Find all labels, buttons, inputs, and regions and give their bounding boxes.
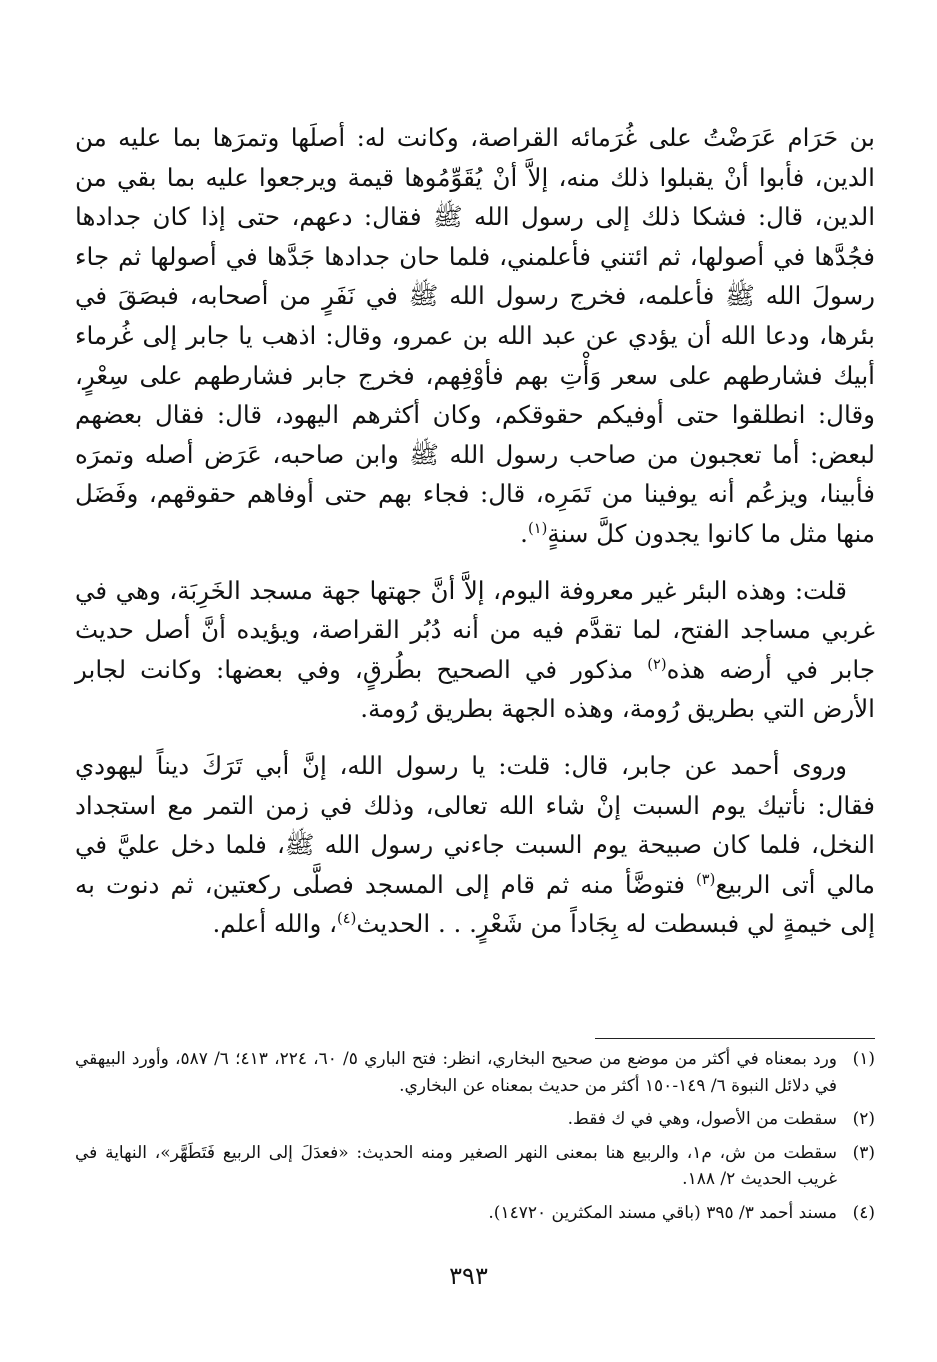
paragraph-3-text-b: فتوضَّأ منه ثم قام إلى المسجد فصلَّى ركعتين، ثم دنوت به إلى خيمةٍ لي فبسطت له بِجَاداً من شَعْرٍ. . . الحديث [75, 869, 875, 939]
footnote-text: سقطت من الأصول، وهي في ك فقط. [567, 1109, 837, 1129]
footnote-ref-2: (٢) [647, 655, 667, 673]
paragraph-3-text-a: وروى أحمد عن جابر، قال: قلت: يا رسول الله، إنَّ أبي تَرَكَ ديناً ليهودي فقال: نأتيك يوم السبت إنْ شاء الله تعالى، وذلك في زمن التمر مع استجداد النخل، فلما كان صبيحة يوم السبت جاءني رسول الله ﷺ، فلما دخل عليَّ في مالي أتى الربيع [75, 750, 875, 899]
paragraph-2-text-b: مذكور في الصحيح بطُرقٍ، وفي بعضها: وكانت لجابر الأرض التي بطريق رُومة، وهذه الجهة بطريق رُومة. [75, 654, 875, 724]
footnote-2 [75, 1106, 875, 1133]
footnote-text: ورد بمعناه في أكثر من موضع من صحيح البخاري، انظر: فتح الباري ٥/ ٦٠، ٢٢٤، ٤١٣؛ ٦/ ٥٨٧، وأورد البيهقي في دلائل النبوة ٦/ ١٤٩-١٥٠ أكثر من حديث بمعناه عن البخاري. [75, 1049, 838, 1096]
paragraph-1-end: . [520, 518, 528, 548]
footnote-number: (٤) [852, 1202, 875, 1223]
footnote-ref-4: (٤) [336, 910, 357, 928]
footnote-ref-1: (١) [527, 519, 548, 537]
paragraph-1-text: بن حَرَام عَرَضْتُ على غُرَمائه القراصة، وكانت له: أصلَها وتمرَها بما عليه من الدين، فأبوا أنْ يقبلوا ذلك منه، إلاَّ أنْ يُقَوِّمُوها قيمة ويرجعوا عليه بما بقي من الدين، قال: فشكا ذلك إلى رسول الله ﷺ فقال: دعهم، حتى إذا كان جدادها فجُدَّها في أصولها، ثم ائتني فأعلمني، فلما حان جدادها جَدَّها في أصولها ثم جاء رسولَ الله ﷺ فأعلمه، فخرج رسول الله ﷺ في نَفَرٍ من أصحابه، فبصَقَ في بئرها، ودعا الله أن يؤدي عن عبد الله بن عمرو، وقال: اذهب يا جابر إلى غُرماء أبيك فشارطهم على سعر وَأْتِ بهم فأوْفِهم، فخرج جابر فشارطهم على سِعْرٍ، وقال: انطلقوا حتى أوفيكم حقوقكم، وكان أكثرهم اليهود، قال: فقال بعضهم لبعض: أما تعجبون من صاحب رسول الله ﷺ وابن صاحبه، عَرَض أصله وتمرَه فأبينا، ويزعُم أنه يوفينا من تَمَرِه، قال: فجاء بهم حتى أوفاهم حقوقهم، وفَضَل منها مثل ما كانوا يجدون كلَّ سنةٍ [75, 123, 875, 548]
footnote-1 [75, 1046, 875, 1099]
footnote-text: سقطت من ش، م١، والربيع هنا بمعنى النهر الصغير ومنه الحديث: «فعدَلَ إلى الربيع فَتَطَهَّر»، النهاية في غريب الحديث ٢/ ١٨٨. [75, 1142, 837, 1189]
footnote-number: (١) [852, 1049, 875, 1069]
footnotes [75, 1046, 875, 1233]
paragraph-3 [75, 746, 875, 944]
paragraph-1 [75, 118, 875, 554]
main-text [75, 118, 875, 961]
paragraph-2-text-a: قلت: وهذه البئر غير معروفة اليوم، إلاَّ أنَّ جهتها جهة مسجد الخَرِبَة، وهي في غربي مساجد الفتح، لما تقدَّم فيه من أنه دُبُر القراصة، ويؤيده أنَّ أصل حديث جابر في أرضه هذه [75, 575, 875, 684]
footnote-ref-3: (٣) [695, 870, 716, 888]
footnote-3 [75, 1140, 875, 1193]
paragraph-3-text-c: ، والله أعلم. [212, 909, 337, 939]
page-number: ٣٩٣ [449, 1262, 488, 1290]
footnote-text: مسند أحمد ٣/ ٣٩٥ (باقي مسند المكثرين ١٤٧٢٠). [488, 1202, 837, 1223]
paragraph-2 [75, 571, 875, 729]
footnote-4 [75, 1200, 875, 1227]
footnote-number: (٢) [852, 1109, 875, 1129]
footnote-separator [595, 1038, 875, 1039]
footnote-number: (٣) [852, 1142, 875, 1163]
